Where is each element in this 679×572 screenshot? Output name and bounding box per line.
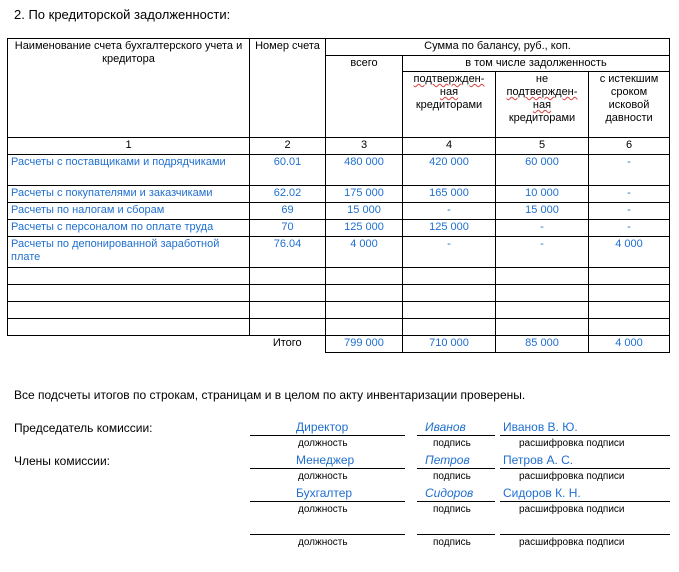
caption-position: должность: [298, 504, 348, 515]
position-value: Менеджер: [296, 453, 355, 467]
caption-sign: подпись: [433, 537, 471, 548]
position-value: Бухгалтер: [296, 486, 353, 500]
row-expired: -: [589, 186, 670, 203]
row-expired: -: [589, 155, 670, 186]
signature-value: Петров: [425, 453, 470, 467]
header-incl-group: в том числе задолженность: [403, 56, 670, 72]
caption-decode: расшифровка подписи: [519, 537, 625, 548]
col-number: 4: [403, 138, 496, 155]
totals-row: [8, 336, 670, 353]
signature-line: [250, 534, 405, 535]
empty-row: [8, 302, 670, 319]
empty-row: [8, 285, 670, 302]
row-account: 62.02: [250, 186, 326, 203]
col-number: 6: [589, 138, 670, 155]
row-unconfirmed: 15 000: [496, 203, 589, 220]
caption-position: должность: [298, 471, 348, 482]
row-confirmed: 125 000: [403, 220, 496, 237]
row-total: 15 000: [326, 203, 403, 220]
row-unconfirmed: -: [496, 237, 589, 268]
row-confirmed: 420 000: [403, 155, 496, 186]
row-account: 69: [250, 203, 326, 220]
signature-line: [500, 534, 670, 535]
totals-unconfirmed: 85 000: [496, 336, 589, 353]
position-value: Директор: [296, 420, 349, 434]
totals-label: Итого: [272, 337, 302, 349]
row-expired: -: [589, 220, 670, 237]
creditor-debt-table: [7, 38, 670, 353]
section-title: 2. По кредиторской задолженности:: [14, 7, 231, 22]
signature-line: [500, 501, 670, 502]
row-confirmed: 165 000: [403, 186, 496, 203]
signature-value: Иванов: [425, 420, 466, 434]
signature-line: [417, 435, 495, 436]
name-value: Петров А. С.: [503, 453, 574, 467]
row-total: 175 000: [326, 186, 403, 203]
empty-row: [8, 319, 670, 336]
row-account: 60.01: [250, 155, 326, 186]
table-row: [8, 155, 670, 186]
name-value: Иванов В. Ю.: [503, 420, 578, 434]
chairman-label: Председатель комиссии:: [14, 421, 153, 435]
empty-row: [8, 268, 670, 285]
table-row: [8, 186, 670, 203]
row-name: Расчеты с поставщиками и подрядчиками: [8, 155, 250, 186]
header-unconfirmed-b: подтвержден-: [506, 86, 578, 98]
caption-decode: расшифровка подписи: [519, 438, 625, 449]
row-unconfirmed: -: [496, 220, 589, 237]
header-total: всего: [326, 56, 403, 138]
name-value: Сидоров К. Н.: [503, 486, 581, 500]
col-number: 2: [250, 138, 326, 155]
column-numbers-row: [8, 138, 670, 155]
signature-line: [250, 435, 405, 436]
row-total: 480 000: [326, 155, 403, 186]
header-account-number: Номер счета: [250, 39, 326, 138]
row-unconfirmed: 10 000: [496, 186, 589, 203]
signature-line: [417, 534, 495, 535]
row-account: 76.04: [250, 237, 326, 268]
header-confirmed-c: кредиторами: [415, 99, 483, 111]
signature-line: [417, 501, 495, 502]
row-total: 4 000: [326, 237, 403, 268]
row-name: Расчеты по налогам и сборам: [8, 203, 250, 220]
caption-sign: подпись: [433, 438, 471, 449]
table-row: [8, 237, 670, 268]
signature-line: [250, 468, 405, 469]
caption-position: должность: [298, 537, 348, 548]
table-row: [8, 203, 670, 220]
row-name: Расчеты с персоналом по оплате труда: [8, 220, 250, 237]
signature-value: Сидоров: [425, 486, 474, 500]
signature-line: [500, 435, 670, 436]
caption-sign: подпись: [433, 504, 471, 515]
caption-position: должность: [298, 438, 348, 449]
signature-line: [500, 468, 670, 469]
header-expired: с истекшим сроком исковой давности: [589, 72, 670, 138]
header-sum-group: Сумма по балансу, руб., коп.: [326, 39, 670, 56]
col-number: 3: [326, 138, 403, 155]
col-number: 1: [8, 138, 250, 155]
header-confirmed: [403, 72, 496, 138]
row-name: Расчеты с покупателями и заказчиками: [8, 186, 250, 203]
caption-sign: подпись: [433, 471, 471, 482]
header-unconfirmed-d: кредиторами: [508, 112, 576, 124]
caption-decode: расшифровка подписи: [519, 504, 625, 515]
caption-decode: расшифровка подписи: [519, 471, 625, 482]
verification-note: Все подсчеты итогов по строкам, страницам и в целом по акту инвентаризации проверены.: [14, 388, 526, 402]
col-number: 5: [496, 138, 589, 155]
totals-confirmed: 710 000: [403, 336, 496, 353]
row-total: 125 000: [326, 220, 403, 237]
row-expired: -: [589, 203, 670, 220]
row-confirmed: -: [403, 237, 496, 268]
row-name: Расчеты по депонированной заработной плате: [8, 237, 250, 268]
header-confirmed-b: ная: [439, 86, 459, 98]
header-unconfirmed: [496, 72, 589, 138]
totals-expired: 4 000: [589, 336, 670, 353]
signature-line: [250, 501, 405, 502]
header-account-name: Наименование счета бухгалтерского учета и кредитора: [8, 39, 250, 138]
table-row: [8, 220, 670, 237]
row-account: 70: [250, 220, 326, 237]
signature-line: [417, 468, 495, 469]
header-unconfirmed-c: ная: [532, 99, 552, 111]
members-label: Члены комиссии:: [14, 454, 111, 468]
row-expired: 4 000: [589, 237, 670, 268]
row-confirmed: -: [403, 203, 496, 220]
row-unconfirmed: 60 000: [496, 155, 589, 186]
header-unconfirmed-a: не: [535, 73, 549, 85]
header-confirmed-a: подтвержден-: [413, 73, 485, 85]
totals-total: 799 000: [326, 336, 403, 353]
